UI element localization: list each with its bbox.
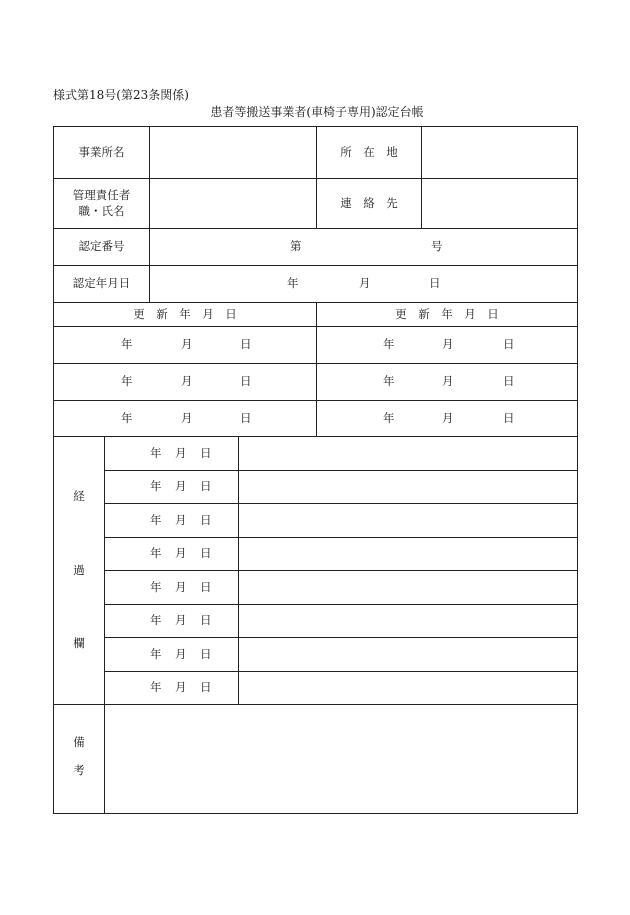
renewal-day: 日 (240, 410, 252, 425)
progress-date[interactable] (105, 504, 238, 537)
cert-date-year: 年 (287, 276, 299, 291)
progress-label-char: 経 (73, 489, 85, 503)
document-title: 患者等搬送事業者(車椅子専用)認定台帳 (210, 105, 424, 119)
remarks-label (54, 705, 104, 813)
progress-month: 月 (175, 546, 187, 561)
renewal-day: 日 (240, 337, 252, 352)
progress-month: 月 (175, 680, 187, 695)
progress-year: 年 (150, 613, 162, 628)
contact-field[interactable] (422, 179, 577, 228)
renewal-date-left[interactable] (54, 364, 316, 400)
progress-day: 日 (200, 512, 212, 527)
registry-table (53, 126, 578, 814)
progress-year: 年 (150, 680, 162, 695)
progress-date[interactable] (105, 638, 238, 671)
location-field[interactable] (422, 127, 577, 178)
progress-year: 年 (150, 646, 162, 661)
progress-note-field[interactable] (239, 538, 577, 570)
progress-note-field[interactable] (239, 471, 577, 503)
progress-date[interactable] (105, 605, 238, 637)
progress-note-field[interactable] (239, 672, 577, 704)
remarks-label-char: 考 (73, 762, 85, 777)
progress-label-char: 欄 (73, 636, 85, 651)
progress-year: 年 (150, 445, 162, 460)
cert-date-day: 日 (429, 276, 441, 291)
progress-year: 年 (150, 579, 162, 594)
renewal-month: 月 (181, 410, 193, 425)
progress-month: 月 (175, 646, 187, 661)
progress-month: 月 (175, 579, 187, 594)
progress-year: 年 (150, 512, 162, 527)
progress-note-field[interactable] (239, 605, 577, 637)
cert-number-suffix: 号 (431, 239, 443, 254)
progress-day: 日 (200, 546, 212, 561)
progress-day: 日 (200, 680, 212, 695)
progress-day: 日 (200, 613, 212, 628)
progress-day: 日 (200, 646, 212, 661)
manager-label-line1: 管理責任者 (72, 187, 131, 202)
progress-month: 月 (175, 613, 187, 628)
renewal-month: 月 (442, 410, 454, 425)
progress-year: 年 (150, 479, 162, 494)
progress-date[interactable] (105, 672, 238, 704)
renewal-date-left[interactable] (54, 401, 316, 436)
progress-note-field[interactable] (239, 638, 577, 671)
cert-date-field[interactable] (150, 266, 577, 302)
progress-day: 日 (200, 579, 212, 594)
location-label: 所 在 地 (340, 144, 398, 159)
cert-date-label: 認定年月日 (72, 276, 131, 291)
progress-date[interactable] (105, 571, 238, 604)
cert-date-month: 月 (359, 276, 371, 291)
cert-number-label: 認定番号 (78, 239, 125, 254)
remarks-label-char: 備 (73, 735, 85, 749)
progress-month: 月 (175, 512, 187, 527)
office-name-field[interactable] (150, 127, 316, 178)
progress-label-char: 過 (73, 562, 85, 577)
progress-note-field[interactable] (239, 571, 577, 604)
renewal-month: 月 (181, 337, 193, 352)
renewal-date-left[interactable] (54, 327, 316, 363)
renewal-date-right[interactable] (317, 364, 577, 400)
progress-note-field[interactable] (239, 504, 577, 537)
cert-number-prefix: 第 (290, 239, 302, 254)
progress-month: 月 (175, 445, 187, 460)
renewal-year: 年 (383, 410, 395, 425)
progress-date[interactable] (105, 471, 238, 503)
progress-date[interactable] (105, 538, 238, 570)
renewal-month: 月 (442, 337, 454, 352)
office-name-label: 事業所名 (78, 144, 125, 159)
renewal-day: 日 (240, 374, 252, 389)
manager-label (54, 179, 149, 228)
contact-label: 連 絡 先 (340, 195, 398, 210)
renewal-year: 年 (121, 337, 133, 352)
renewal-year: 年 (121, 410, 133, 425)
manager-field[interactable] (150, 179, 316, 228)
renewal-month: 月 (442, 374, 454, 389)
progress-year: 年 (150, 546, 162, 561)
manager-label-line2: 職・氏名 (78, 203, 125, 218)
renewal-year: 年 (383, 337, 395, 352)
cert-number-field[interactable] (150, 229, 577, 265)
progress-date[interactable] (105, 437, 238, 470)
progress-day: 日 (200, 479, 212, 494)
renewal-header-right: 更 新 年 月 日 (395, 306, 499, 321)
renewal-year: 年 (121, 374, 133, 389)
renewal-day: 日 (503, 337, 515, 352)
form-number: 様式第18号(第23条関係) (53, 88, 189, 102)
remarks-field[interactable] (105, 705, 577, 813)
renewal-header-left: 更 新 年 月 日 (133, 306, 237, 321)
progress-note-field[interactable] (239, 437, 577, 470)
renewal-day: 日 (503, 410, 515, 425)
progress-month: 月 (175, 479, 187, 494)
renewal-date-right[interactable] (317, 327, 577, 363)
renewal-year: 年 (383, 374, 395, 389)
progress-day: 日 (200, 445, 212, 460)
renewal-date-right[interactable] (317, 401, 577, 436)
progress-label (54, 437, 104, 704)
renewal-day: 日 (503, 374, 515, 389)
renewal-month: 月 (181, 374, 193, 389)
